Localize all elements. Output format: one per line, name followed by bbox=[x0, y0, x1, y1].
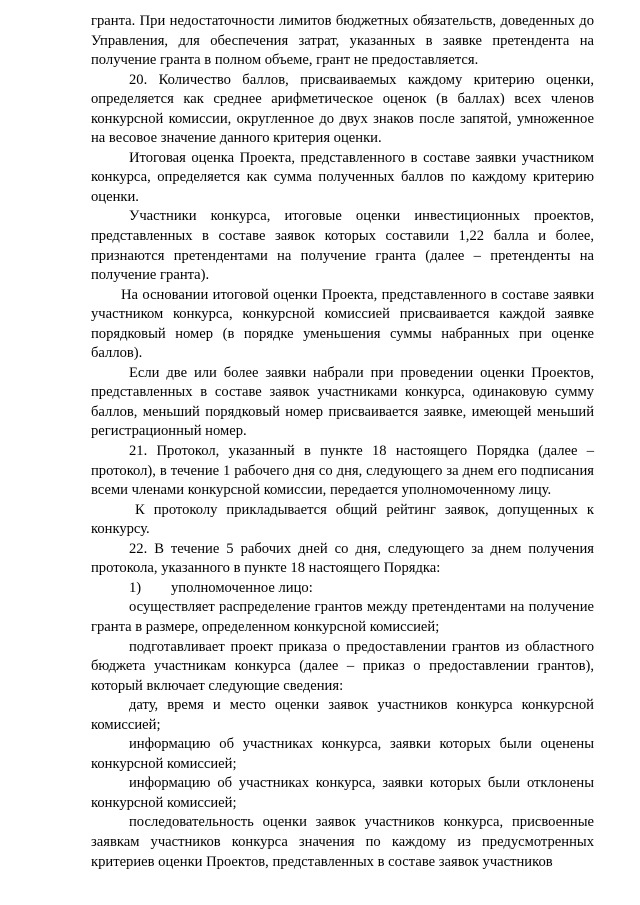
list-item-number: 1) bbox=[129, 579, 142, 596]
subparagraph-date-time: дату, время и место оценки заявок участников конкурса конкурсной комиссией; bbox=[91, 697, 594, 733]
paragraph-final-score: Итоговая оценка Проекта, представленного в составе заявки участником конкурса, определяется как сумма полученных баллов по каждому критерию оценки. bbox=[91, 149, 594, 205]
paragraph-21-protocol: 21. Протокол, указанный в пункте 18 настоящего Порядка (далее – протокол), в течение 1 рабочего дня со дня, следующего за днем его подписания всеми членами конкурсной комиссии, передается уполномоченному лицу. bbox=[91, 443, 594, 499]
paragraph-20-points: 20. Количество баллов, присваиваемых каждому критерию оценки, определяется как среднее арифметическое оценок (в баллах) всех членов конкурсной комиссии, округленное до двух знаков после запятой, умноженное на весовое значение данного критерия оценки. bbox=[91, 71, 594, 147]
paragraph-grant-limit: гранта. При недостаточности лимитов бюджетных обязательств, доведенных до Управления, для обеспечения затрат, указанных в заявке претендента на получение гранта в полном объеме, грант не предоставляется. bbox=[91, 13, 594, 69]
list-item-text: уполномоченное лицо: bbox=[171, 579, 313, 596]
paragraph-ranking: На основании итоговой оценки Проекта, представленного в составе заявки участником конкурса, конкурсной комиссией присваивается каждой заявке порядковый номер (в порядке уменьшения суммы набранных при оценке баллов). bbox=[91, 286, 594, 362]
subparagraph-sequence: последовательность оценки заявок участников конкурса, присвоенные заявкам участников конкурса значения по каждому из предусмотренных критериев оценки Проектов, представленных в составе заявок участников bbox=[91, 814, 594, 870]
paragraph-tie-break: Если две или более заявки набрали при проведении оценки Проектов, представленных в составе заявок участниками конкурса, одинаковую сумму баллов, меньший порядковый номер присваивается заявке, имеющей меньший регистрационный номер. bbox=[91, 364, 594, 440]
subparagraph-distribution: осуществляет распределение грантов между претендентами на получение гранта в размере, определенном конкурсной комиссией; bbox=[91, 599, 594, 635]
paragraph-applicants: Участники конкурса, итоговые оценки инвестиционных проектов, представленных в составе заявок которых составили 1,22 балла и более, признаются претендентами на получение гранта (далее – претенденты на получение гранта). bbox=[91, 208, 594, 284]
subparagraph-evaluated: информацию об участниках конкурса, заявки которых были оценены конкурсной комиссией; bbox=[91, 736, 594, 772]
paragraph-rating-attachment: К протоколу прикладывается общий рейтинг заявок, допущенных к конкурсу. bbox=[91, 501, 594, 538]
subparagraph-order-draft: подготавливает проект приказа о предоставлении грантов из областного бюджета участникам конкурса (далее – приказ о предоставлении грантов), который включает следующие сведения: bbox=[91, 638, 594, 694]
subparagraph-rejected: информацию об участниках конкурса, заявки которых были отклонены конкурсной комиссией; bbox=[91, 775, 594, 811]
list-item-1 bbox=[91, 579, 594, 599]
paragraph-22-deadline: 22. В течение 5 рабочих дней со дня, следующего за днем получения протокола, указанного в пункте 18 настоящего Порядка: bbox=[91, 540, 594, 577]
document-page bbox=[91, 12, 594, 872]
